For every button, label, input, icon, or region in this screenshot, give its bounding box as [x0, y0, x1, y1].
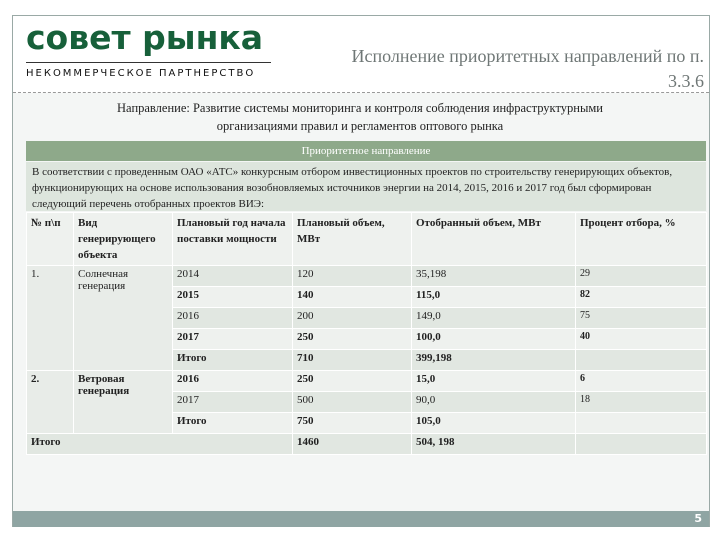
table-row	[27, 213, 707, 266]
table-cell: 40	[576, 329, 707, 350]
column-header: № п\п	[27, 213, 74, 266]
column-header: Отобранный объем, МВт	[412, 213, 576, 266]
direction-text	[40, 99, 680, 135]
table-cell: 2017	[173, 392, 293, 413]
table-cell: 35,198	[412, 266, 576, 287]
table-cell: 710	[293, 350, 412, 371]
table-cell: 2.	[27, 371, 74, 434]
table-cell: 2016	[173, 308, 293, 329]
column-header: Процент отбора, %	[576, 213, 707, 266]
table-cell: 750	[293, 413, 412, 434]
table-cell: 149,0	[412, 308, 576, 329]
table-cell: Итого	[173, 350, 293, 371]
table-cell: Итого	[27, 434, 293, 455]
title-line-1: Исполнение приоритетных направлений по п.	[351, 46, 704, 66]
table-cell: 82	[576, 287, 707, 308]
table-cell	[576, 350, 707, 371]
table-cell: 2016	[173, 371, 293, 392]
table-cell	[576, 434, 707, 455]
table-cell: 250	[293, 329, 412, 350]
page-number: 5	[694, 512, 702, 525]
table-cell: 18	[576, 392, 707, 413]
table-cell: 500	[293, 392, 412, 413]
table-cell: Солнечная генерация	[74, 266, 173, 371]
projects-table	[26, 212, 707, 455]
table-cell: 75	[576, 308, 707, 329]
column-header: Вид генерирующего объекта	[74, 213, 173, 266]
section-header: Приоритетное направление	[26, 141, 706, 161]
column-header: Плановый объем, МВт	[293, 213, 412, 266]
table-cell: 399,198	[412, 350, 576, 371]
table-cell: 120	[293, 266, 412, 287]
table-cell: Ветровая генерация	[74, 371, 173, 434]
table-cell: 100,0	[412, 329, 576, 350]
table-cell: 105,0	[412, 413, 576, 434]
table-cell: 1460	[293, 434, 412, 455]
table-cell: 2014	[173, 266, 293, 287]
table-cell: 29	[576, 266, 707, 287]
slide-title	[284, 44, 704, 94]
table-cell: 250	[293, 371, 412, 392]
table-cell: 90,0	[412, 392, 576, 413]
logo-divider	[26, 62, 271, 63]
table-cell: 2015	[173, 287, 293, 308]
intro-text: В соответствии с проведенным ОАО «АТС» конкурсным отбором инвестиционных проектов по строительству генерирующих объектов, функционирующих на основе использования возобновляемых источников энергии на 2014, 2015, 2016 и 2017 год был сформирован следующий перечень отобранных проектов ВИЭ:	[26, 162, 706, 211]
table-cell: Итого	[173, 413, 293, 434]
table-row	[27, 266, 707, 287]
direction-line-1: Направление: Развитие системы мониторинга и контроля соблюдения инфраструктурными	[117, 101, 603, 115]
table-cell: 1.	[27, 266, 74, 371]
table-row	[27, 434, 707, 455]
table-cell: 140	[293, 287, 412, 308]
direction-line-2: организациями правил и регламентов оптового рынка	[216, 119, 504, 133]
title-line-2: 3.3.6	[668, 71, 704, 91]
divider	[13, 92, 709, 93]
column-header: Плановый год начала поставки мощности	[173, 213, 293, 266]
logo-subtitle: НЕКОММЕРЧЕСКОЕ ПАРТНЕРСТВО	[26, 68, 256, 79]
logo: совет рынка	[26, 18, 264, 57]
table-cell	[576, 413, 707, 434]
table-cell: 6	[576, 371, 707, 392]
footer-bar	[13, 511, 709, 527]
table-row	[27, 371, 707, 392]
table-cell: 15,0	[412, 371, 576, 392]
table-cell: 115,0	[412, 287, 576, 308]
table-cell: 504, 198	[412, 434, 576, 455]
table-cell: 2017	[173, 329, 293, 350]
table-cell: 200	[293, 308, 412, 329]
